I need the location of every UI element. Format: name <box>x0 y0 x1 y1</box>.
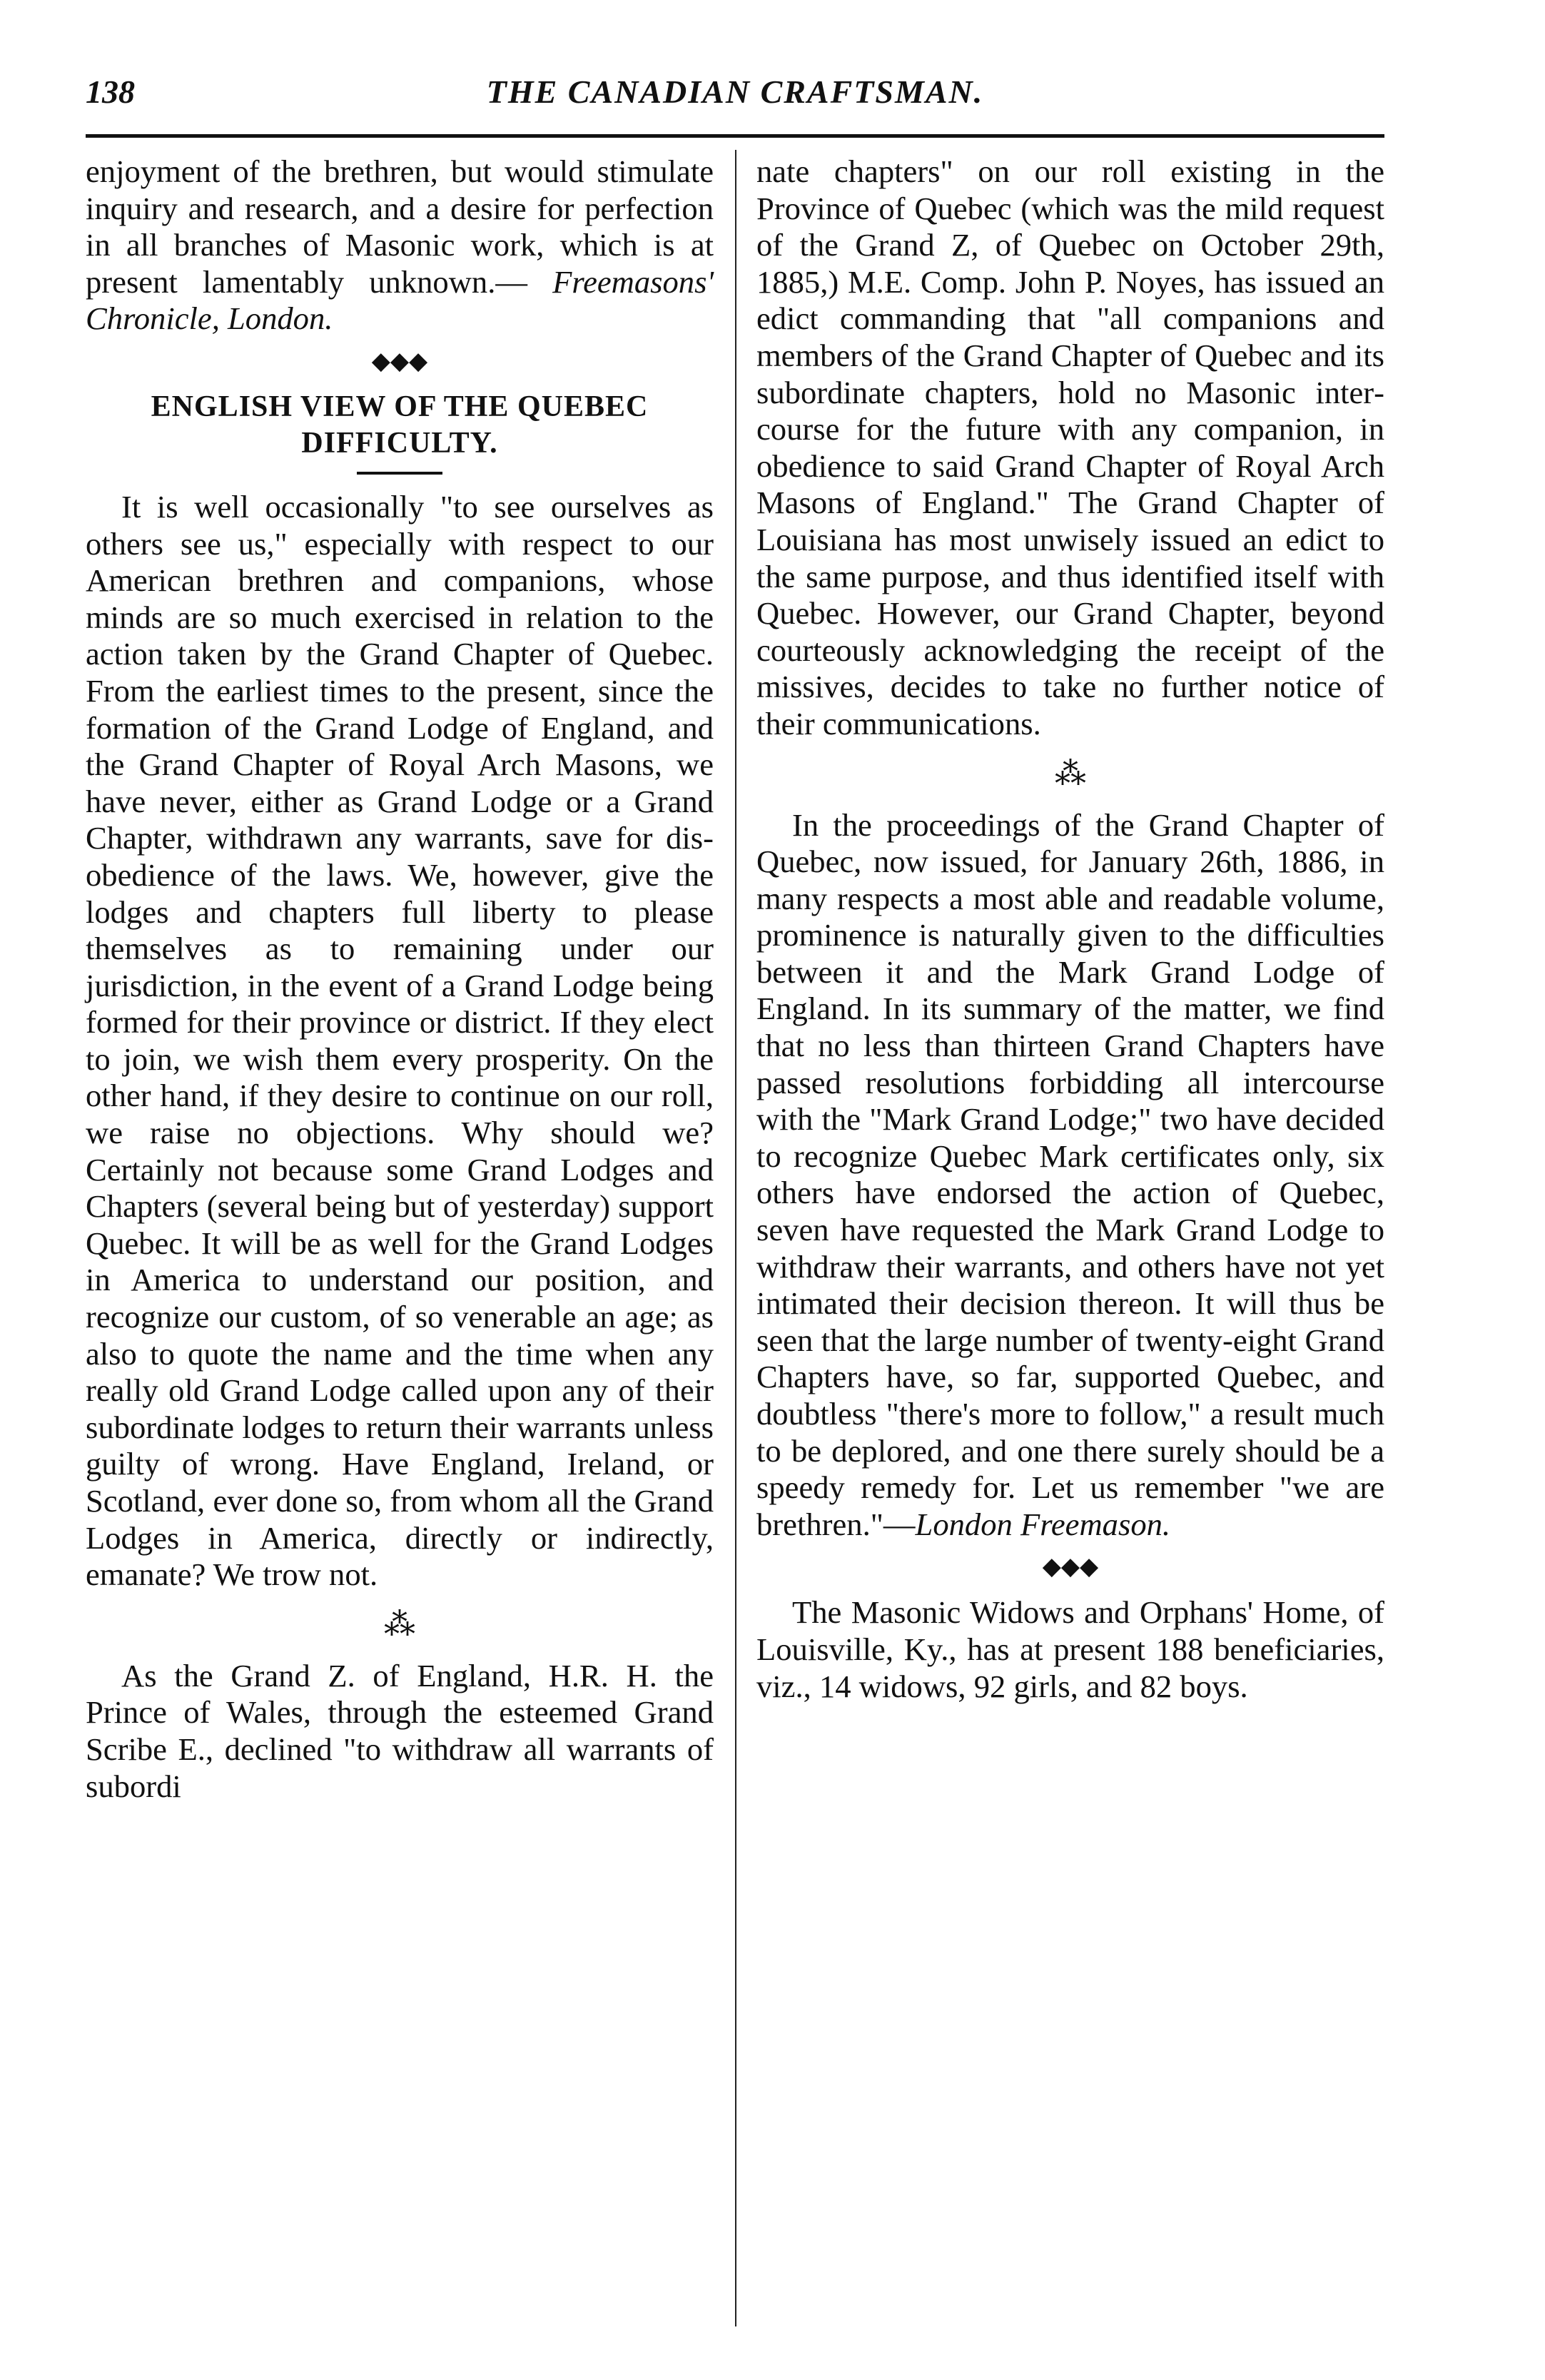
continued-paragraph-right: nate chapters" on our roll existing in the Province of Quebec (which was the mild request of the Grand Z, of Quebec on October 29th, 1885,) M.E. Comp. John P. Noyes, has issued an edict commanding that "all companions and members of the Grand Chapter of Quebec and its subordinate chapters, hold no Masonic intercourse for the future with any companion, in obedience to said Grand Chapter of Royal Arch Masons of England." The Grand Chapter of Louisiana has most unwisely issued an edict to the same purpose, and thus identified itself with Quebec. However, our Grand Chapter, beyond courteously acknowledging the receipt of the missives, decides to take no further notice of their communications. <box>756 153 1384 741</box>
continued-paragraph: As the Grand Z. of England, H.R. H. the Prince of Wales, through the esteemed Grand Scribe E., declined "to withdraw all warrants of subordi <box>86 1657 714 1804</box>
intro-source: Freemasons' Chronicle, London. <box>86 263 714 337</box>
proceedings-source: London Freemason. <box>915 1506 1171 1542</box>
left-column <box>86 153 714 1805</box>
intro-paragraph <box>86 153 714 338</box>
header-rule <box>86 134 1384 138</box>
column-divider <box>735 150 736 2326</box>
journal-title: THE CANADIAN CRAFTSMAN. <box>486 74 984 110</box>
widows-notice: The Masonic Widows and Orphans' Home, of Louisville, Ky., has at present 188 beneficiaries, viz., 14 widows, 92 girls, and 82 boys. <box>756 1594 1384 1704</box>
intro-text: enjoyment of the brethren, but would stimulate inquiry and research, and a desire for perfection in all branches of Masonic work, which is at present lamentably unknown.— <box>86 153 714 300</box>
heading-rule <box>357 472 442 475</box>
proceedings-paragraph <box>756 807 1384 1544</box>
proceedings-text: In the proceedings of the Grand Chapter of Quebec, now issued, for January 26th, 1886, in many respects a most able and readable volume, prominence is naturally given to the difficulties between it and the Mark Grand Lodge of England. In its summary of the matter, we find that no less than thirteen Grand Chapters have passed resolutions forbidding all intercourse with the "Mark Grand Lodge;" two have decided to recognize Quebec Mark certificates only, six others have endorsed the action of Quebec, seven have requested the Mark Grand Lodge to withdraw their warrants, and others have not yet intimated their decision thereon. It will thus be seen that the large number of twenty-eight Grand Chapters have, so far, supported Quebec, and doubtless "there's more to follow," a result much to be deplored, and one there surely should be a speedy remedy for. Let us remember "we are brethren."— <box>756 806 1384 1542</box>
running-head <box>86 64 1384 121</box>
page <box>86 64 1384 2334</box>
page-number: 138 <box>86 74 135 110</box>
asterism-divider: ⁂ <box>384 1606 415 1642</box>
right-column <box>756 153 1384 1705</box>
asterism-divider-right: ⁂ <box>1055 756 1086 791</box>
article-heading: ENGLISH VIEW OF THE QUEBEC DIFFICULTY. <box>151 390 649 460</box>
ornament-divider: ◆◆◆ <box>371 348 428 375</box>
article-body: It is well occasionally "to see ourselves as others see us," especially with respect to our American brethren and companions, whose minds are so much exercised in relation to the action taken by the Grand Chapter of Quebec. From the earliest times to the present, since the formation of the Grand Lodge of England, and the Grand Chapter of Royal Arch Masons, we have never, either as Grand Lodge or a Grand Chapter, withdrawn any warrants, save for disobedience of the laws. We, however, give the lodges and chapters full liberty to please themselves as to remaining under our jurisdiction, in the event of a Grand Lodge being formed for their province or district. If they elect to join, we wish them every prosperity. On the other hand, if they desire to continue on our roll, we raise no objections. Why should we? Certainly not because some Grand Lodges and Chapters (several being but of yesterday) support Quebec. It will be as well for the Grand Lodges in America to understand our position, and recognize our custom, of so venerable an age; as also to quote the name and the time when any really old Grand Lodge called upon any of their subordinate lodges to return their warrants unless guilty of wrong. Have England, Ireland, or Scotland, ever done so, from whom all the Grand Lodges in America, directly or indirectly, emanate? We trow not. <box>86 488 714 1593</box>
ornament-divider-right: ◆◆◆ <box>1042 1554 1099 1581</box>
